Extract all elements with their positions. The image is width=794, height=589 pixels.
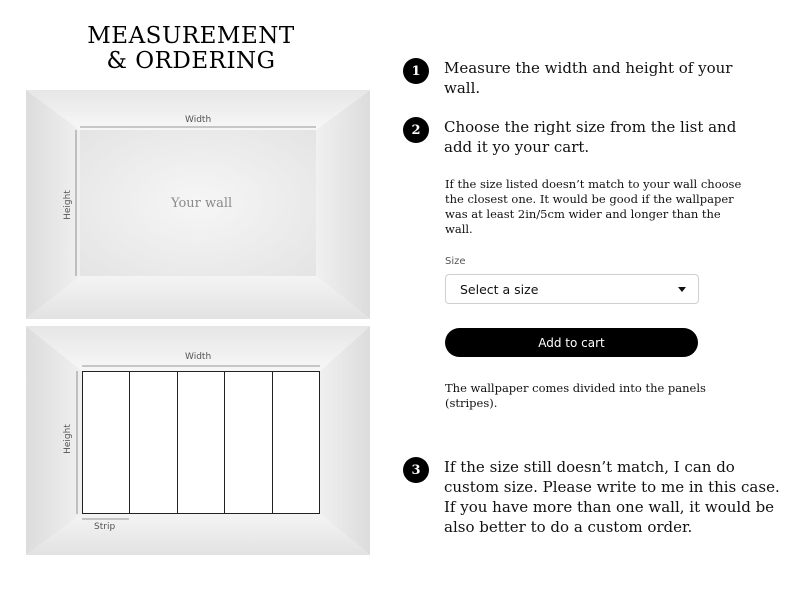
size-select-label: Size bbox=[445, 256, 466, 267]
step-3 bbox=[403, 457, 784, 537]
caret-down-icon bbox=[678, 287, 686, 292]
step-number-badge: 2 bbox=[403, 117, 429, 143]
width-label: Width bbox=[185, 352, 212, 362]
height-label: Height bbox=[62, 190, 73, 220]
wallpaper-panel bbox=[273, 372, 319, 513]
page-title bbox=[26, 24, 356, 74]
step-number-badge: 1 bbox=[403, 58, 429, 84]
size-note: If the size listed doesn’t match to your wall choose the closest one. It would be good if the wallpaper was at least 2in/5cm wider and longer than the wall. bbox=[445, 177, 742, 236]
wallpaper-panels bbox=[82, 371, 320, 514]
height-label: Height bbox=[62, 424, 73, 454]
step-1 bbox=[403, 58, 764, 98]
title-line-1: MEASUREMENT bbox=[87, 23, 295, 49]
step-text: If the size still doesn’t match, I can do custom size. Please write to me in this case. If you have more than one wall, it would be also better to do a custom order. bbox=[444, 458, 780, 536]
step-text: Measure the width and height of your wall. bbox=[444, 59, 733, 97]
title-line-2: & ORDERING bbox=[106, 48, 276, 74]
wallpaper-panel bbox=[178, 372, 225, 513]
panels-note: The wallpaper comes divided into the panels (stripes). bbox=[445, 381, 706, 410]
wall-label: Your wall bbox=[171, 196, 233, 211]
width-label: Width bbox=[185, 115, 212, 125]
room-illustration-wall bbox=[26, 90, 370, 319]
step-2 bbox=[403, 117, 764, 157]
wallpaper-panel bbox=[83, 372, 130, 513]
size-select-value: Select a size bbox=[460, 281, 539, 297]
wallpaper-panel bbox=[225, 372, 272, 513]
step-text: Choose the right size from the list and add it yo your cart. bbox=[444, 118, 737, 156]
step-number-badge: 3 bbox=[403, 457, 429, 483]
room-illustration-panels bbox=[26, 326, 370, 555]
size-select[interactable] bbox=[445, 274, 699, 304]
add-to-cart-button[interactable]: Add to cart bbox=[445, 328, 698, 357]
strip-label: Strip bbox=[94, 522, 116, 532]
wallpaper-panel bbox=[130, 372, 177, 513]
